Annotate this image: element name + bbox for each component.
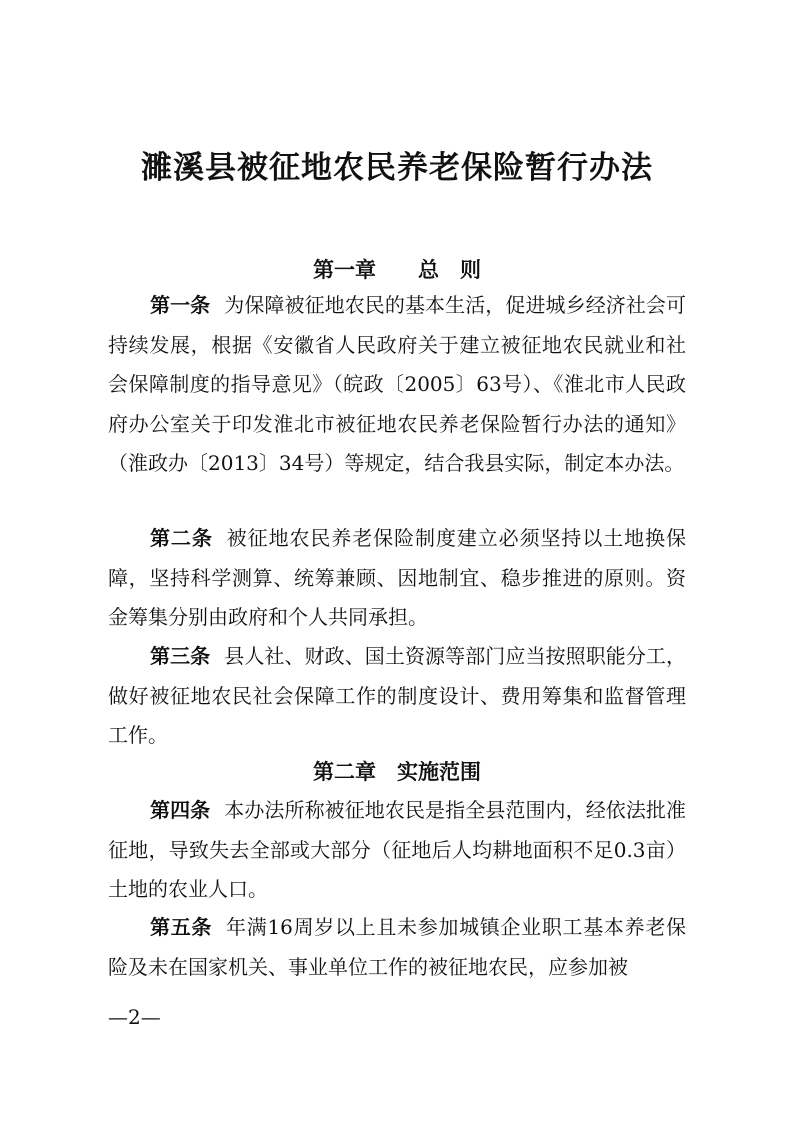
chapter-heading-2: 第二章 实施范围 <box>313 759 481 784</box>
article-text: 为保障被征地农民的基本生活，促进城乡经济社会可持续发展，根据《安徽省人民政府关于建立被征地农民就业和社会保障制度的指导意见》（皖政〔2005〕63号）、《淮北市人民政府办公室关于印发淮北市被征地农民养老保险暂行办法的通知》（淮政办〔2013〕34号）等规定，结合我县实际，制定本办法。 <box>108 293 687 475</box>
article-label: 第三条 <box>150 644 211 668</box>
document-title: 濉溪县被征地农民养老保险暂行办法 <box>141 150 653 186</box>
article-text: 被征地农民养老保险制度建立必须坚持以土地换保障，坚持科学测算、统筹兼顾、因地制宜、稳步推进的原则。资金筹集分别由政府和个人共同承担。 <box>108 526 686 629</box>
article-4 <box>108 791 686 910</box>
article-label: 第二条 <box>150 526 213 550</box>
article-label: 第五条 <box>150 915 213 939</box>
article-1 <box>108 286 686 484</box>
article-label: 第一条 <box>150 293 211 317</box>
article-label: 第四条 <box>150 798 211 822</box>
article-text: 本办法所称被征地农民是指全县范围内，经依法批准征地，导致失去全部或大部分（征地后人均耕地面积不足0.3亩）土地的农业人口。 <box>108 798 687 901</box>
article-text: 县人社、财政、国土资源等部门应当按照职能分工，做好被征地农民社会保障工作的制度设计、费用筹集和监督管理工作。 <box>108 644 687 747</box>
article-3 <box>108 637 686 756</box>
article-2 <box>108 519 686 638</box>
page-number: —2— <box>108 1005 161 1029</box>
chapter-heading-1: 第一章 总 则 <box>313 257 481 282</box>
article-text: 年满16周岁以上且未参加城镇企业职工基本养老保险及未在国家机关、事业单位工作的被征地农民，应参加被 <box>108 915 687 979</box>
article-5 <box>108 908 686 987</box>
